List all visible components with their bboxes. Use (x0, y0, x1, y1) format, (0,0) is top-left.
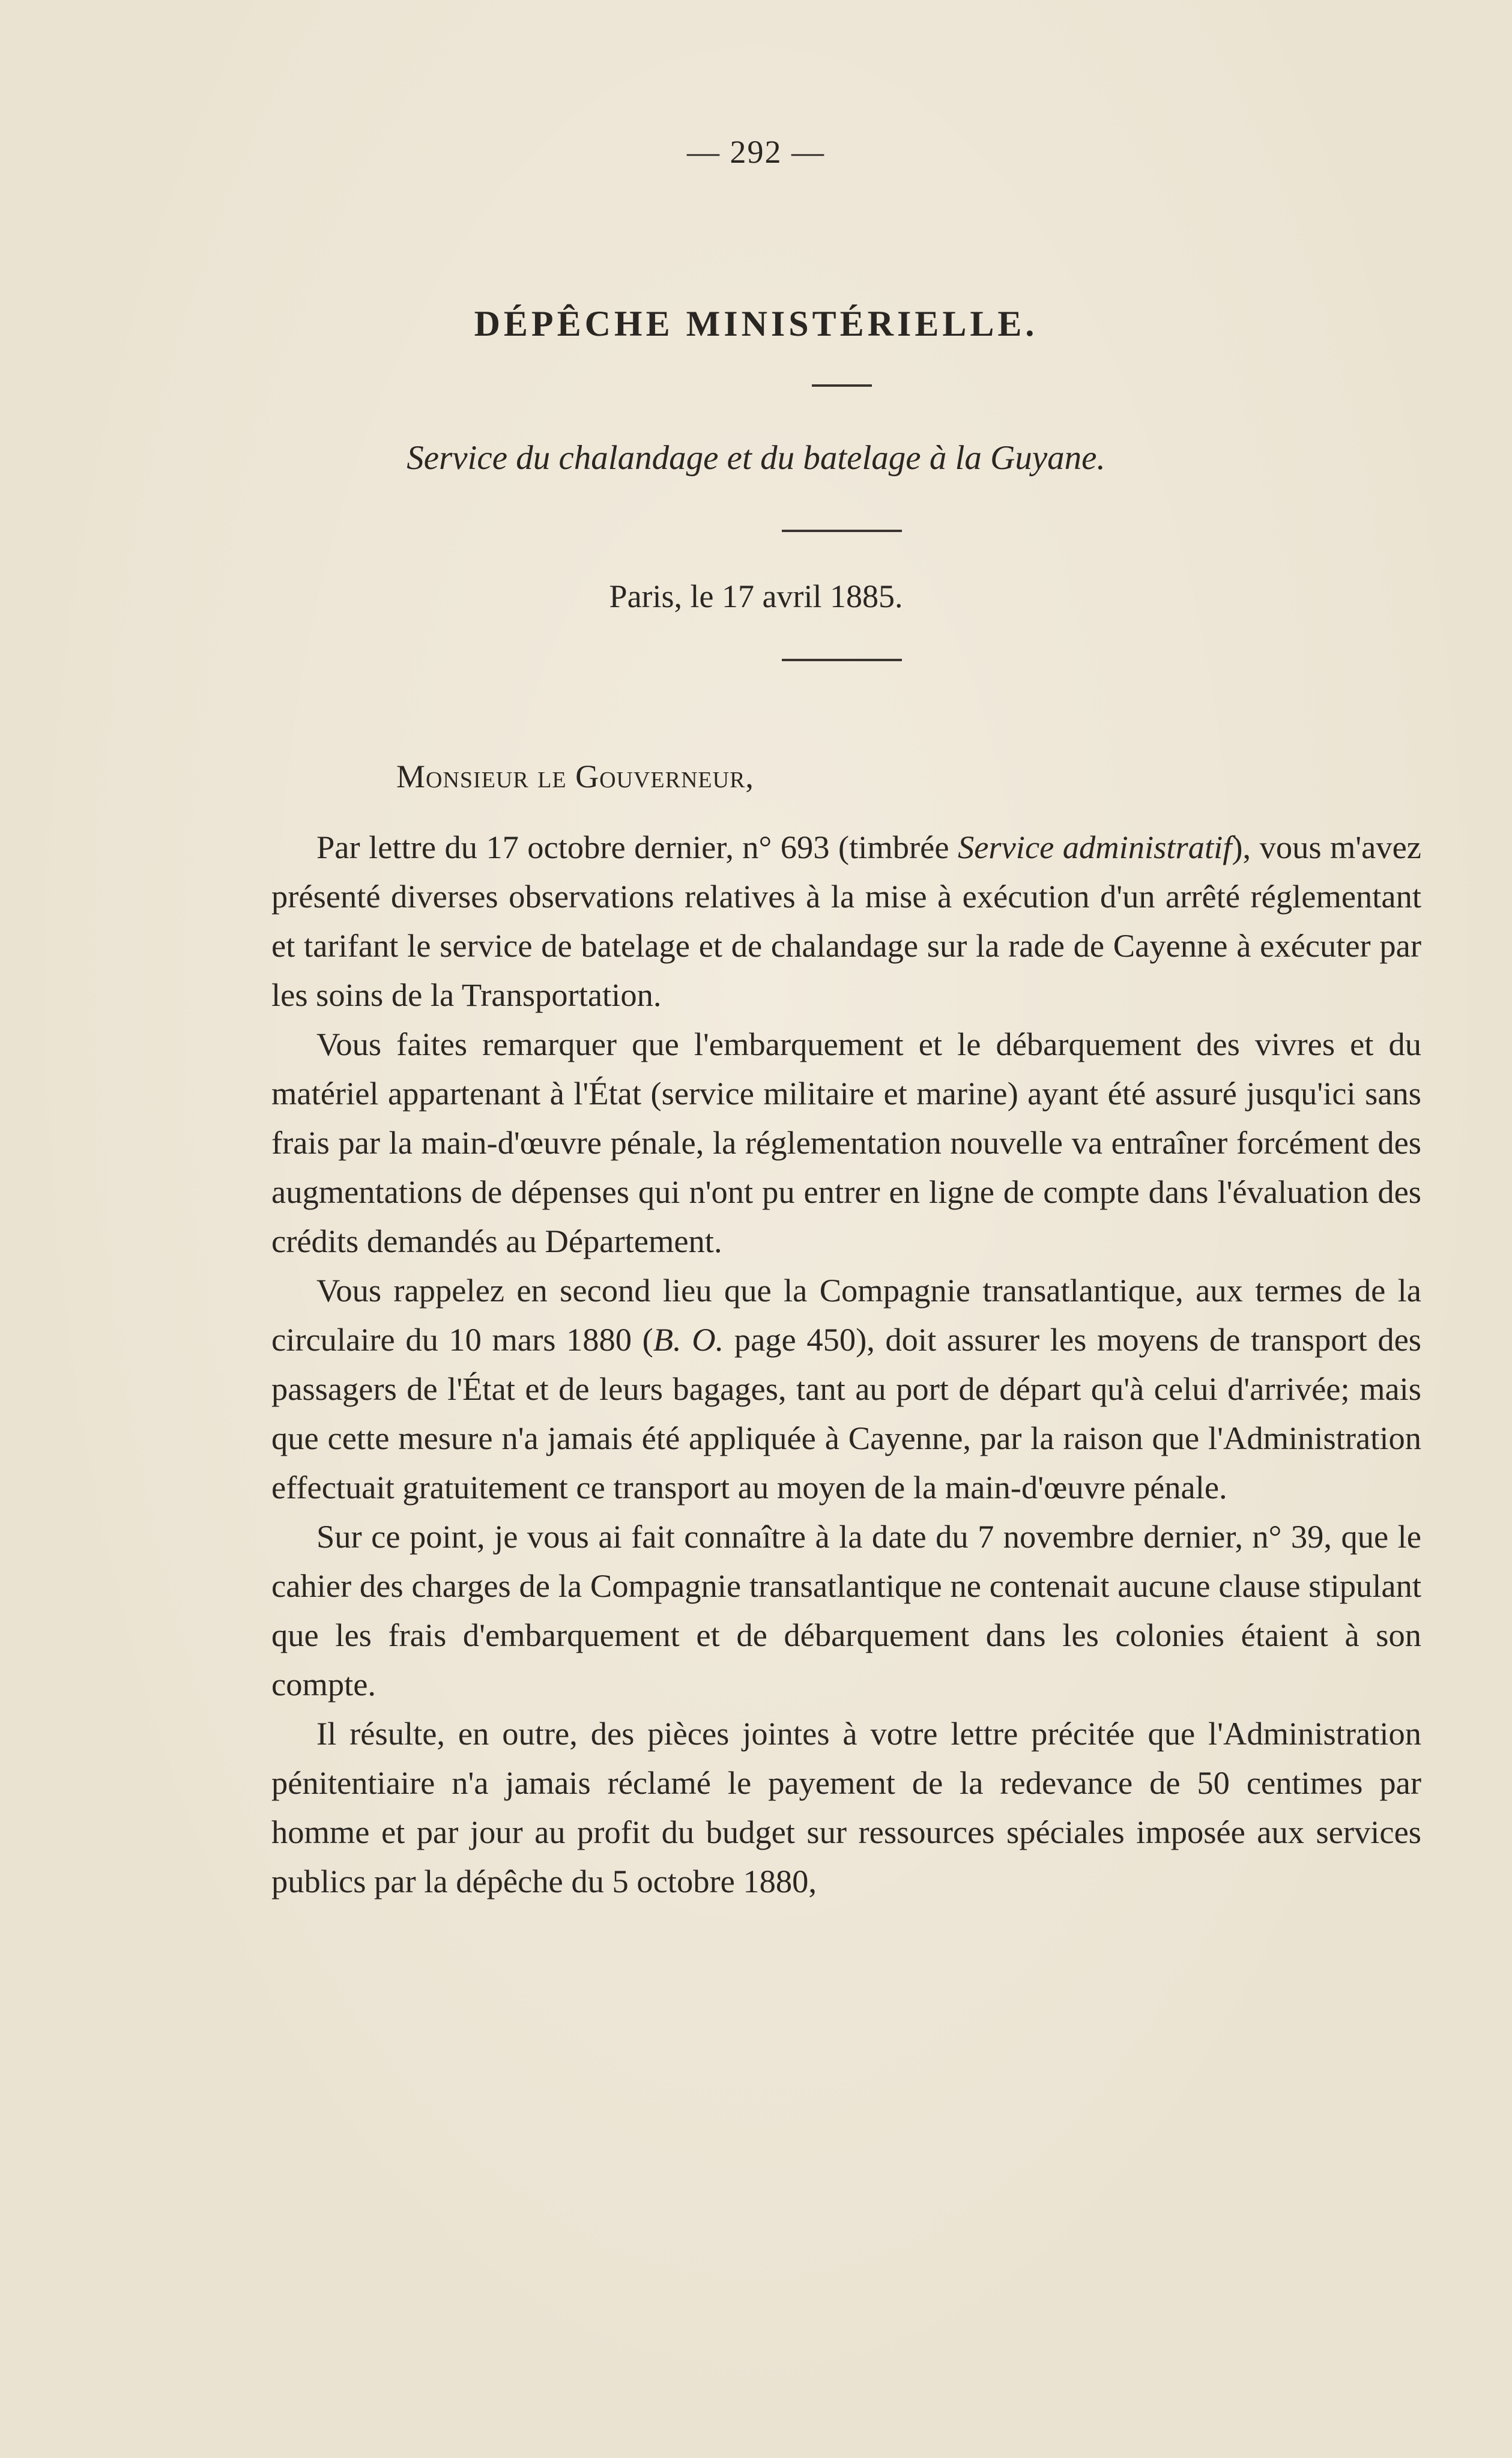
dateline: Paris, le 17 avril 1885. (609, 578, 903, 614)
paragraph (271, 1020, 1421, 1266)
paragraph (271, 823, 1421, 1020)
paragraph-italic-text: Service administratif (957, 829, 1232, 865)
body-text (271, 823, 1421, 1906)
document-title: DÉPÊCHE MINISTÉRIELLE. (474, 304, 1038, 344)
paragraph-italic-text: B. O. (653, 1321, 724, 1358)
dateline-rule (782, 659, 902, 661)
document-subtitle: Service du chalandage et du batelage à la Guyane. (407, 439, 1105, 477)
paragraph (271, 1709, 1421, 1906)
paragraph-text: Vous rappelez en second lieu que la Compagnie transatlantique, aux termes de la circulaire du 10 mars 1880 ( (271, 1272, 1421, 1358)
paragraph-text: page 450), doit assurer les moyens de transport des passagers de l'État et de leurs bagages, tant au port de départ qu'à celui d'arrivée; mais que cette mesure n'a jamais été appliquée à Cayenne, par la raison que l'Administration effectuait gratuitement ce transport au moyen de la main-d'œuvre pénale. (271, 1321, 1421, 1506)
paragraph-text: ), vous m'avez présenté diverses observations relatives à la mise à exécution d'un arrêté réglementant et tarifant le service de batelage et de chalandage sur la rade de Cayenne à exécuter par les soins de la Transportation. (271, 829, 1421, 1013)
page-number: — 292 — (687, 134, 825, 170)
subtitle-rule (782, 530, 902, 532)
paragraph (271, 1266, 1421, 1512)
paragraph-text: Sur ce point, je vous ai fait connaître à la date du 7 novembre dernier, n° 39, que le cahier des charges de la Compagnie transatlantique ne contenait aucune clause stipulant que les frais d'embarquement et de débarquement dans les colonies étaient à son compte. (271, 1518, 1421, 1703)
paragraph-text: Vous faites remarquer que l'embarquement et le débarquement des vivres et du matériel appartenant à l'État (service militaire et marine) ayant été assuré jusqu'ici sans frais par la main-d'œuvre pénale, la réglementation nouvelle va entraîner forcément des augmentations de dépenses qui n'ont pu entrer en ligne de compte dans l'évaluation des crédits demandés au Département. (271, 1026, 1421, 1259)
paragraph (271, 1512, 1421, 1709)
paragraph-text: Il résulte, en outre, des pièces jointes à votre lettre précitée que l'Administration pénitentiaire n'a jamais réclamé le payement de la redevance de 50 centimes par homme et par jour au profit du budget sur ressources spéciales imposée aux services publics par la dépêche du 5 octobre 1880, (271, 1715, 1421, 1900)
salutation: Monsieur le Gouverneur, (396, 758, 754, 795)
paragraph-text: Par lettre du 17 octobre dernier, n° 693 (timbrée (316, 829, 958, 865)
title-rule (812, 384, 872, 387)
